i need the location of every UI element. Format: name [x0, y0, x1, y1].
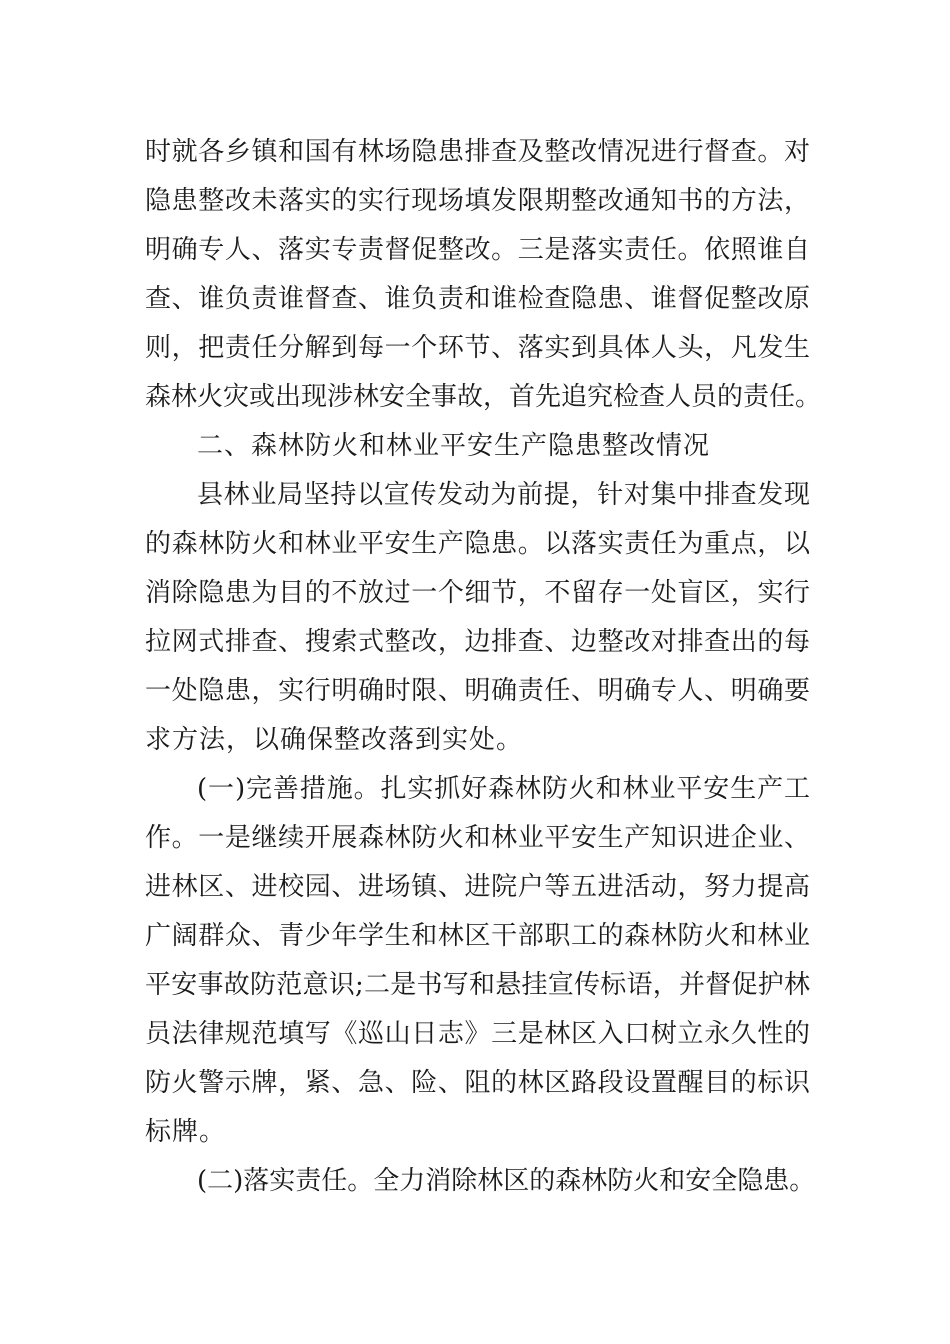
- text-line: 时就各乡镇和国有林场隐患排查及整改情况进行督查。对: [145, 137, 810, 167]
- text-line: 员法律规范填写《巡山日志》三是林区入口树立永久性的: [145, 1019, 810, 1049]
- text-line: 隐患整改未落实的实行现场填发限期整改通知书的方法，: [145, 186, 810, 216]
- text-line: 森林火灾或出现涉林安全事故，首先追究检查人员的责任。: [145, 382, 822, 412]
- text-line: 查、谁负责谁督查、谁负责和谁检查隐患、谁督促整改原: [145, 284, 810, 314]
- text-line: 消除隐患为目的不放过一个细节，不留存一处盲区，实行: [145, 578, 810, 608]
- section-heading: 二、森林防火和林业平安生产隐患整改情况: [197, 431, 711, 461]
- text-line: 的森林防火和林业平安生产隐患。以落实责任为重点，以: [145, 529, 810, 559]
- text-line: 拉网式排查、搜索式整改，边排查、边整改对排查出的每: [145, 627, 810, 657]
- text-line: 进林区、进校园、进场镇、进院户等五进活动，努力提高: [145, 872, 810, 902]
- text-line: 标牌。: [145, 1117, 227, 1147]
- text-line: 则，把责任分解到每一个环节、落实到具体人头，凡发生: [145, 333, 810, 363]
- text-line: 县林业局坚持以宣传发动为前提，针对集中排查发现: [197, 480, 810, 510]
- text-line: 求方法，以确保整改落到实处。: [145, 725, 524, 755]
- text-line: 明确专人、落实专责督促整改。三是落实责任。依照谁自: [145, 235, 810, 265]
- text-line: 作。一是继续开展森林防火和林业平安生产知识进企业、: [145, 823, 810, 853]
- text-line: 广阔群众、青少年学生和林区干部职工的森林防火和林业: [145, 921, 810, 951]
- text-line: (一)完善措施。扎实抓好森林防火和林业平安生产工: [197, 774, 810, 804]
- text-line: 防火警示牌，紧、急、险、阻的林区路段设置醒目的标识: [145, 1068, 810, 1098]
- document-body: [145, 128, 822, 1206]
- text-line: 一处隐患，实行明确时限、明确责任、明确专人、明确要: [145, 676, 810, 706]
- text-line: (二)落实责任。全力消除林区的森林防火和安全隐患。: [197, 1166, 816, 1196]
- text-line: 平安事故防范意识;二是书写和悬挂宣传标语，并督促护林: [145, 970, 810, 1000]
